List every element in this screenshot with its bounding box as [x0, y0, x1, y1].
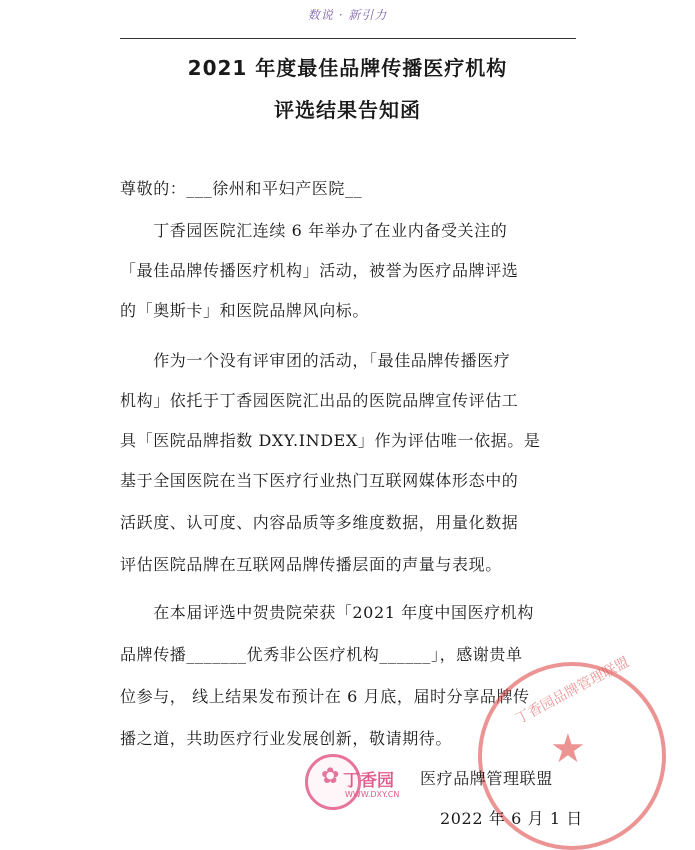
- logo-name: 丁香园: [343, 771, 394, 791]
- flower-icon: ✿: [321, 764, 340, 789]
- header-tag: 数说 · 新引力: [307, 8, 388, 22]
- seal-star-icon: ★: [550, 726, 586, 772]
- signature-org: 医疗品牌管理联盟: [420, 769, 553, 788]
- document-subtitle: 评选结果告知函: [274, 98, 421, 122]
- salutation: 尊敬的：___徐州和平妇产医院__: [120, 179, 363, 198]
- paragraph-line: 活跃度、认可度、内容品质等多维度数据，用量化数据: [120, 513, 519, 532]
- paragraph-line: 丁香园医院汇连续 6 年举办了在业内备受关注的: [120, 221, 508, 240]
- paragraph-line: 位参与， 线上结果发布预计在 6 月底，届时分享品牌传: [120, 687, 530, 706]
- paragraph-line: 评估医院品牌在互联网品牌传播层面的声量与表现。: [120, 555, 502, 574]
- seal-text: 丁香园品牌管理联盟: [513, 654, 632, 728]
- paragraph-line: 的「奥斯卡」和医院品牌风向标。: [120, 301, 370, 320]
- paragraph-line: 「最佳品牌传播医疗机构」活动，被誉为医疗品牌评选: [120, 261, 519, 280]
- document-title: 2021 年度最佳品牌传播医疗机构: [187, 56, 508, 80]
- paragraph-line: 播之道，共助医疗行业发展创新，敬请期待。: [120, 729, 453, 748]
- header-rule: [120, 38, 576, 39]
- paragraph-line: 机构」依托于丁香园医院汇出品的医院品牌宣传评估工: [120, 391, 519, 410]
- signature-date: 2022 年 6 月 1 日: [440, 809, 583, 828]
- dxy-logo: [303, 748, 411, 814]
- paragraph-line: 作为一个没有评审团的活动，「最佳品牌传播医疗: [120, 351, 511, 370]
- paragraph-line: 基于全国医院在当下医疗行业热门互联网媒体形态中的: [120, 471, 519, 490]
- paragraph-line: 品牌传播_______优秀非公医疗机构______」，感谢贵单: [120, 645, 523, 664]
- logo-url: WWW.DXY.CN: [345, 790, 400, 799]
- paragraph-line: 具「医院品牌指数 DXY.INDEX」作为评估唯一依据。是: [120, 431, 541, 450]
- paragraph-line: 在本届评选中贺贵院荣获「2021 年度中国医疗机构: [120, 603, 535, 622]
